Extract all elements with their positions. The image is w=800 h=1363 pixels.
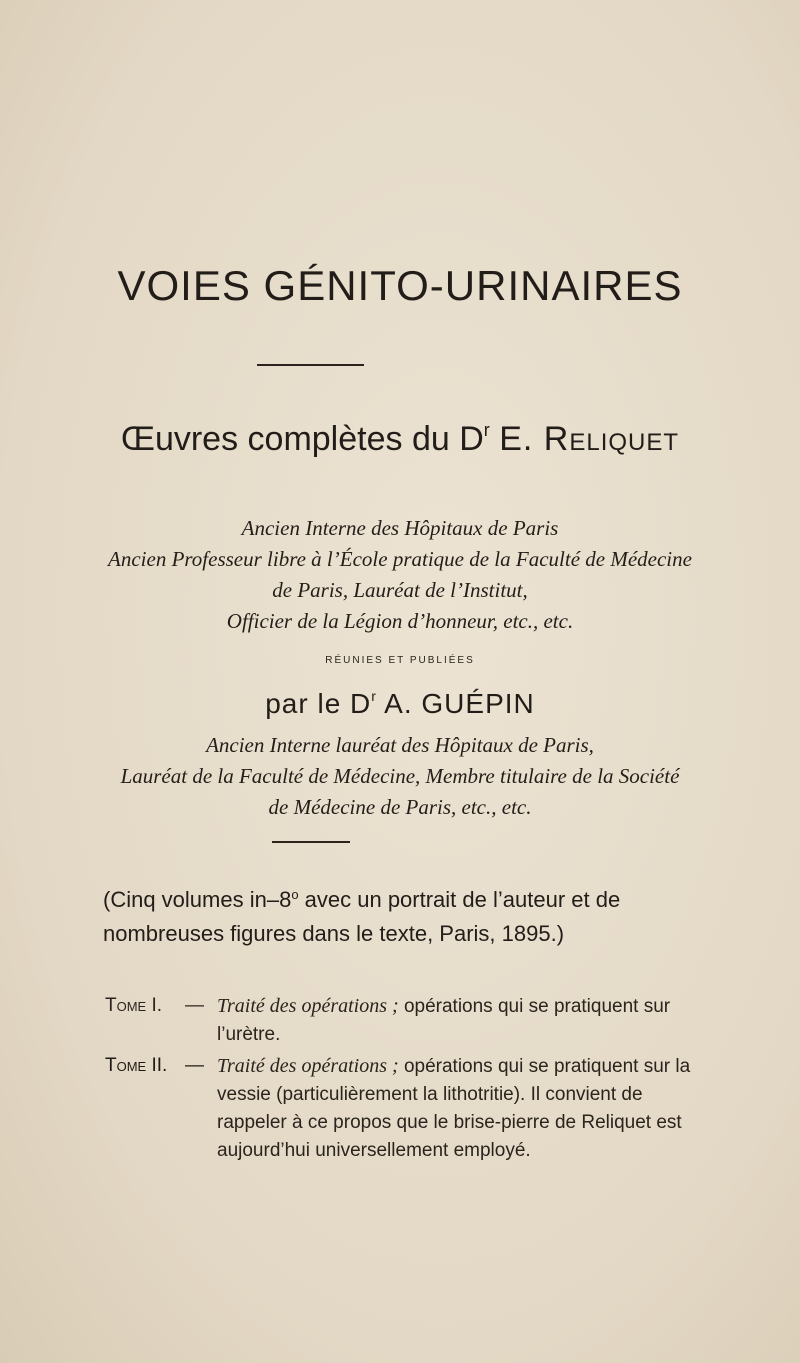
tome-dash: — (185, 1055, 204, 1076)
author-title-line: Ancien Interne des Hôpitaux de Paris (241, 516, 559, 540)
page-title: VOIES GÉNITO-URINAIRES (117, 262, 683, 309)
divider-rule (257, 364, 364, 366)
tome-description (217, 992, 707, 1049)
tome-label: Tome II. (105, 1055, 168, 1076)
author-name: E. Reliquet (499, 420, 680, 458)
volumes-note (103, 878, 723, 951)
editor-title-line: de Médecine de Paris, etc., etc. (268, 795, 532, 819)
author-sup: r (483, 420, 490, 440)
author-title-line: Officier de la Légion d’honneur, etc., etc. (226, 609, 574, 633)
editor-line (0, 688, 800, 720)
editor-prefix: par le D (265, 688, 372, 719)
tome-text: opérations qui se pratiquent sur l’urètre. (217, 996, 671, 1045)
author-title-line: Ancien Professeur libre à l’École pratique de la Faculté de Médecine (108, 547, 692, 571)
editor-name: A. GUÉPIN (384, 688, 535, 719)
author-prefix: Œuvres complètes du D (120, 420, 484, 458)
divider-rule (272, 841, 350, 843)
tome-label: Tome I. (105, 995, 163, 1016)
volumes-note-sup: o (291, 887, 299, 902)
volumes-note-part2: avec un portrait de l’auteur et de nombreuses figures dans le texte, Paris, 1895.) (103, 887, 621, 946)
editor-sup: r (371, 688, 377, 704)
tome-text: opérations qui se pratiquent sur la vessie (particulièrement la lithotritie). Il convient de rappeler à ce propos que le brise-pierre de Reliquet est aujourd’hui universellement employé. (217, 1056, 691, 1161)
author-title-line: de Paris, Lauréat de l’Institut, (272, 578, 528, 602)
tome-description (217, 1052, 707, 1165)
editor-title-line: Ancien Interne lauréat des Hôpitaux de Paris, (206, 733, 594, 757)
tome-dash: — (185, 995, 204, 1016)
author-line (0, 420, 800, 459)
tome-title: Traité des opérations ; (217, 1055, 399, 1077)
reunies-label: RÉUNIES ET PUBLIÉES (325, 655, 475, 666)
editor-title-line: Lauréat de la Faculté de Médecine, Membre titulaire de la Société (120, 764, 680, 788)
tome-title: Traité des opérations ; (217, 995, 399, 1017)
volumes-note-part1: (Cinq volumes in–8 (103, 887, 292, 912)
